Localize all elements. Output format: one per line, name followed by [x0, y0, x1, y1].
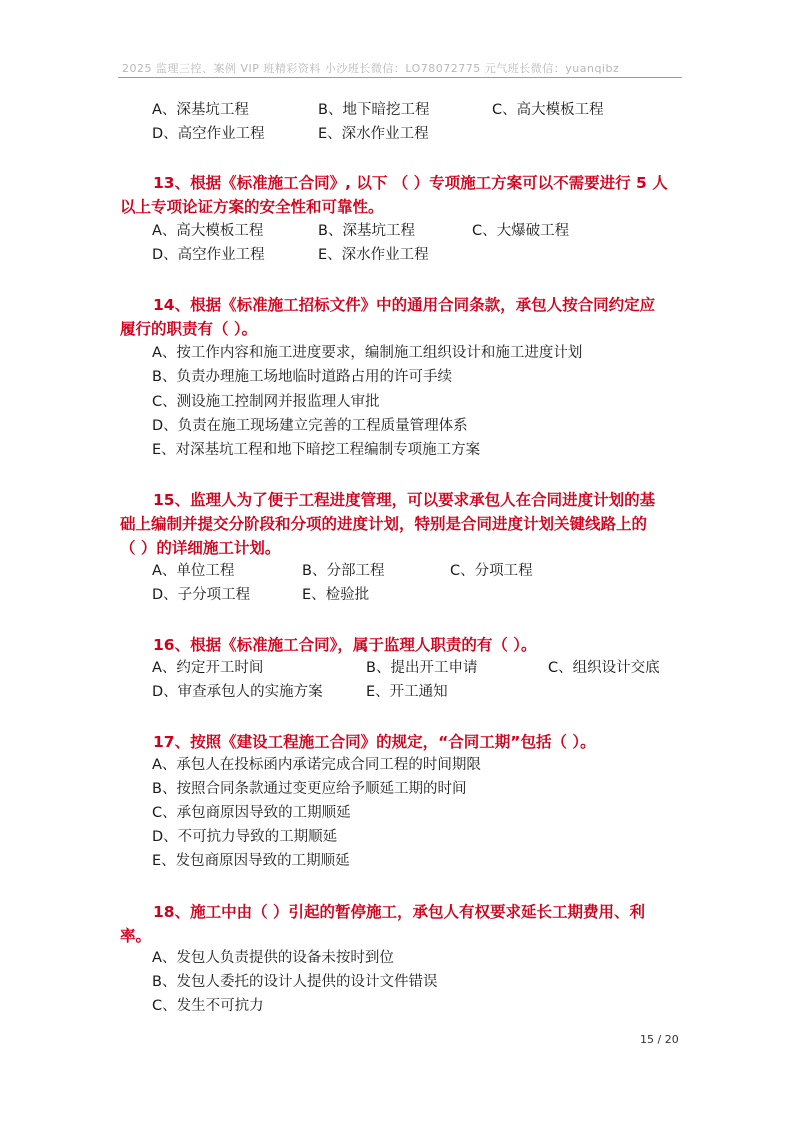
question-14-line2: 履行的职责有（ ）。 [120, 320, 258, 338]
question-15-line3: （ ）的详细施工计划。 [120, 539, 281, 557]
q17-option-b: B、按照合同条款通过变更应给予顺延工期的时间 [152, 781, 467, 797]
q14-option-b: B、负责办理施工场地临时道路占用的许可手续 [152, 369, 452, 385]
q16-option-d: D、审查承包人的实施方案 [152, 684, 323, 700]
question-16-stem [120, 633, 688, 657]
q14-option-d: D、负责在施工现场建立完善的工程质量管理体系 [152, 418, 468, 434]
q17-option-e: E、发包商原因导致的工期顺延 [152, 853, 350, 869]
q13-option-a: A、高大模板工程 [152, 223, 264, 239]
question-15-line1: 15、监理人为了便于工程进度管理，可以要求承包人在合同进度计划的基 [153, 491, 656, 509]
q13-option-b: B、深基坑工程 [318, 223, 415, 239]
header-rule [118, 77, 682, 78]
q18-option-c: C、发生不可抗力 [152, 998, 264, 1014]
q15-option-e: E、检验批 [302, 587, 370, 603]
q13-option-c: C、大爆破工程 [472, 223, 570, 239]
question-13-line1: 13、根据《标准施工合同》, 以下 （ ）专项施工方案可以不需要进行 5 人 [153, 174, 668, 192]
q17-option-a: A、承包人在投标函内承诺完成合同工程的时间期限 [152, 757, 481, 773]
question-18-stem [120, 900, 688, 948]
q13-option-e: E、深水作业工程 [318, 247, 429, 263]
prev-option-a: A、深基坑工程 [152, 102, 249, 118]
question-18-line1: 18、施工中由（ ）引起的暂停施工，承包人有权要求延长工期费用、利 [153, 903, 645, 921]
page-header: 2025 监理三控、案例 VIP 班精彩资料 小沙班长微信：LO78072775 元气班长微信：yuanqibz [122, 62, 620, 75]
question-14-stem [120, 293, 688, 341]
prev-option-b: B、地下暗挖工程 [318, 102, 430, 118]
q14-option-a: A、按工作内容和施工进度要求，编制施工组织设计和施工进度计划 [152, 345, 583, 361]
q17-option-c: C、承包商原因导致的工期顺延 [152, 805, 351, 821]
question-16-line1: 16、根据《标准施工合同》，属于监理人职责的有（ ）。 [153, 636, 537, 654]
question-15-line2: 础上编制并提交分阶段和分项的进度计划，特别是合同进度计划关键线路上的 [120, 515, 648, 533]
q16-option-e: E、开工通知 [366, 684, 448, 700]
q17-option-d: D、不可抗力导致的工期顺延 [152, 829, 338, 845]
prev-option-e: E、深水作业工程 [318, 126, 429, 142]
question-15-stem [120, 488, 688, 560]
q14-option-e: E、对深基坑工程和地下暗挖工程编制专项施工方案 [152, 442, 481, 458]
prev-option-d: D、高空作业工程 [152, 126, 265, 142]
question-13-line2: 以上专项论证方案的安全性和可靠性。 [120, 198, 384, 216]
question-18-line2: 率。 [120, 927, 152, 945]
question-14-line1: 14、根据《标准施工招标文件》中的通用合同条款，承包人按合同约定应 [153, 296, 656, 314]
question-17-line1: 17、按照《建设工程施工合同》的规定，“合同工期”包括（ ）。 [153, 733, 596, 751]
q13-option-d: D、高空作业工程 [152, 247, 265, 263]
q15-option-b: B、分部工程 [302, 563, 385, 579]
question-13-stem [120, 171, 688, 219]
q15-option-d: D、子分项工程 [152, 587, 251, 603]
q16-option-c: C、组织设计交底 [548, 660, 660, 676]
q15-option-c: C、分项工程 [450, 563, 533, 579]
question-17-stem [120, 730, 688, 754]
q18-option-b: B、发包人委托的设计人提供的设计文件错误 [152, 974, 438, 990]
q15-option-a: A、单位工程 [152, 563, 235, 579]
q18-option-a: A、发包人负责提供的设备未按时到位 [152, 950, 394, 966]
page-number: 15 / 20 [640, 1033, 679, 1046]
q16-option-a: A、约定开工时间 [152, 660, 264, 676]
q14-option-c: C、测设施工控制网并报监理人审批 [152, 394, 380, 410]
q16-option-b: B、提出开工申请 [366, 660, 478, 676]
prev-option-c: C、高大模板工程 [492, 102, 604, 118]
